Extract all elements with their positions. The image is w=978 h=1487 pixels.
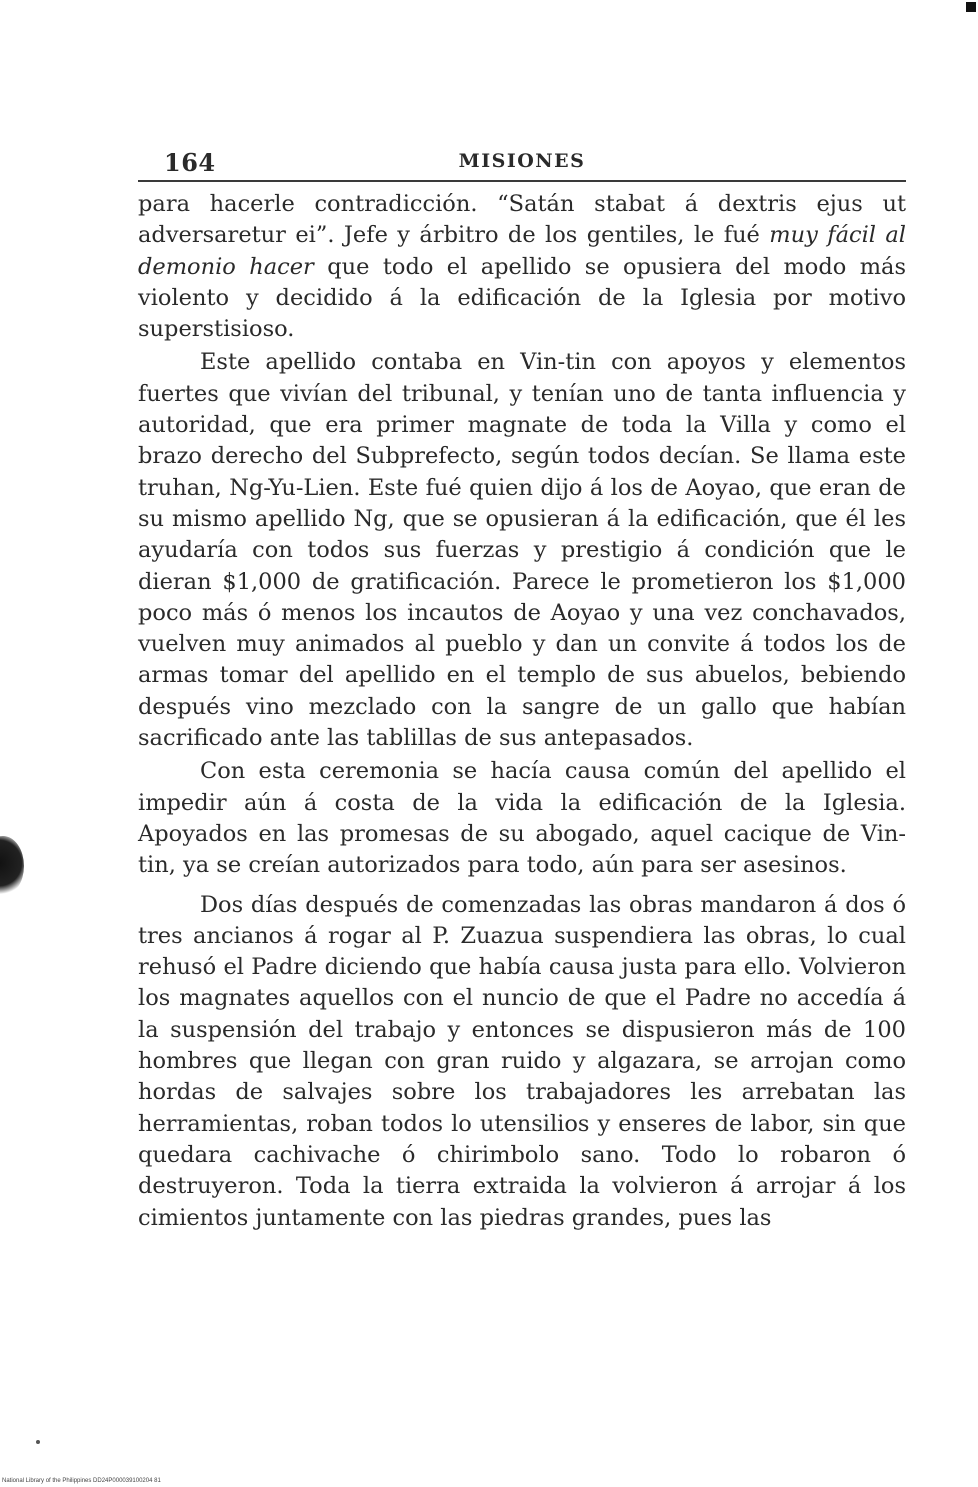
- scan-thumb-shadow: [0, 836, 24, 896]
- scan-dust-dot: [36, 1440, 40, 1444]
- library-credit: National Library of the Philippines DD24P000039100204 81: [2, 1478, 161, 1484]
- paragraph-1-italic-phrase: muy fácil al demonio hacer: [138, 222, 906, 280]
- paragraph-1: [138, 189, 906, 345]
- page-header: [138, 148, 906, 182]
- paragraph-1-segment-1: para hacerle contradicción. “Satán stabat á dextris ejus ut adversaretur ei”. Jefe y árbitro de los gentiles, le fué: [138, 191, 906, 249]
- paragraph-2-text: Este apellido contaba en Vin-tin con apoyos y elementos fuertes que vivían del tribunal, y tenían uno de tanta influencia y autoridad, que era primer magnate de toda la Villa y como el brazo derecho del Subprefecto, según todos decían. Se llama este truhan, Ng-Yu-Lien. Este fué quien dijo á los de Aoyao, que eran de su mismo apellido Ng, que se opusieran á la edificación, que él les ayudaría con todos sus fuerzas y prestigio á condición que le dieran $1,000 de gratificación. Parece le prometieron los $1,000 poco más ó menos los incautos de Aoyao y una vez conchavados, vuelven muy animados al pueblo y dan un convite á todos los de armas tomar del apellido en el templo de sus abuelos, bebiendo después vino mezclado con la sangre de un gallo que habían sacrificado ante las tablillas de sus antepasados.: [138, 349, 906, 752]
- running-head: MISIONES: [458, 150, 586, 172]
- paragraph-4-text: Dos días después de comenzadas las obras mandaron á dos ó tres ancianos á rogar al P. Zuazua suspendiera las obras, lo cual rehusó el Padre diciendo que había causa justa para ello. Volvieron los magnates aquellos con el nuncio de que el Padre no accedía á la suspensión del trabajo y entonces se dispusieron más de 100 hombres que llegan con gran ruido y algazara, se arrojan como hordas de salvajes sobre los trabajadores les arrebatan las herramientas, roban todos lo utensilios y enseres de labor, sin que quedara cachivache ó chirimbolo sano. Todo lo robaron ó destruyeron. Toda la tierra extraida la volvieron á arrojar á los cimientos juntamente con las piedras grandes, pues las: [138, 891, 906, 1231]
- paragraph-1-segment-3: que todo el apellido se opusiera del modo más violento y decidido á la edificación de la Iglesia por motivo superstisioso.: [138, 253, 906, 343]
- body-text: [138, 189, 906, 1234]
- header-rule: [138, 180, 906, 182]
- paragraph-3: [138, 756, 906, 881]
- paragraph-2: [138, 347, 906, 754]
- paragraph-3-text: Con esta ceremonia se hacía causa común del apellido el impedir aún á costa de la vida la edificación de la Iglesia. Apoyados en las promesas de su abogado, aquel cacique de Vin-tin, ya se creían autorizados para todo, aún para ser asesinos.: [138, 758, 906, 879]
- paragraph-4: [138, 890, 906, 1234]
- page-number: 164: [164, 148, 216, 177]
- scan-edge-mark: [966, 2, 976, 12]
